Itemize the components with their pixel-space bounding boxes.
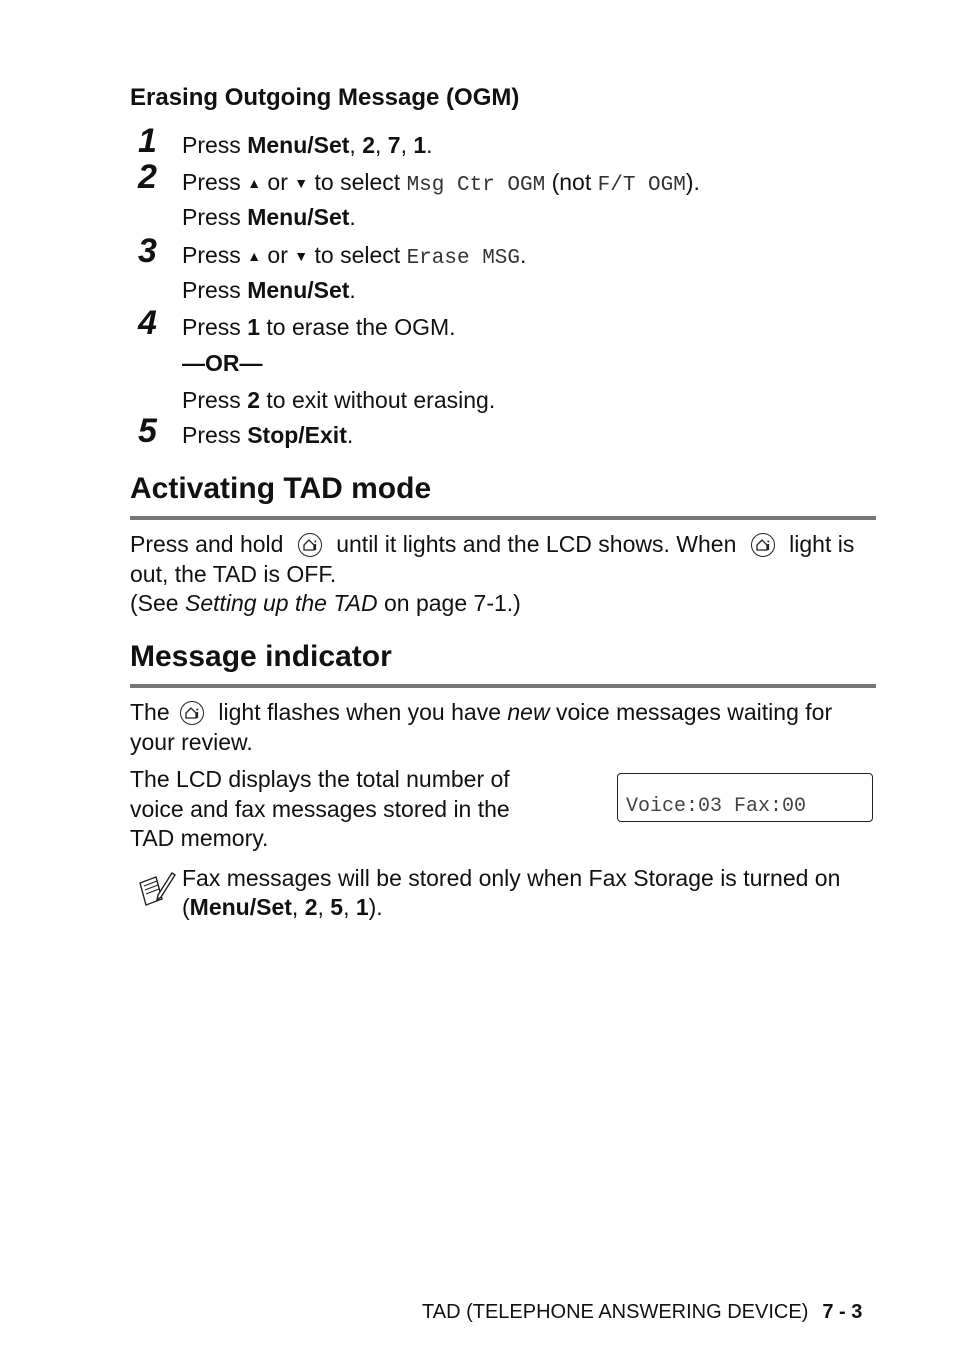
key-menu-set: Menu/Set — [247, 132, 350, 158]
step-4-alt: Press 2 to exit without erasing. — [182, 387, 496, 413]
lcd-text: Msg Ctr OGM — [406, 174, 546, 197]
lcd-display: Voice:03 Fax:00 — [617, 773, 873, 822]
step-number-3: 3 — [138, 232, 157, 270]
down-arrow-icon: ▼ — [294, 175, 309, 191]
step-5-text: Press Stop/Exit. — [182, 422, 354, 448]
section-heading: Erasing Outgoing Message (OGM) — [130, 84, 520, 111]
cross-reference: Setting up the TAD — [184, 590, 378, 616]
tad-mode-heading: Activating TAD mode — [130, 472, 876, 520]
page-footer — [422, 1301, 862, 1324]
message-indicator-paragraph: The light flashes when you have new voice messages waiting for your review. — [130, 699, 833, 755]
tad-mode-paragraph: Press and hold until it lights and the LCD shows. When light is out, the TAD is OFF. (See Setting up the TAD on page 7-1.) — [130, 531, 855, 616]
tad-button-icon — [180, 701, 204, 725]
step-4-text: Press 1 to erase the OGM. — [182, 314, 456, 340]
step-3-text: Press ▲ or ▼ to select Erase MSG. — [182, 242, 527, 270]
step-number-1: 1 — [138, 122, 157, 160]
lcd-text: Erase MSG — [406, 247, 520, 270]
step-2-text: Press ▲ or ▼ to select Msg Ctr OGM (not F/T OGM). — [182, 169, 700, 197]
or-separator: —OR— — [182, 350, 263, 376]
step-1-text: Press Menu/Set, 2, 7, 1. — [182, 132, 433, 158]
message-indicator-heading: Message indicator — [130, 640, 876, 688]
down-arrow-icon: ▼ — [294, 248, 309, 264]
note-text: Fax messages will be stored only when Fax Storage is turned on (Menu/Set, 2, 5, 1). — [182, 865, 841, 920]
step-3-press: Press Menu/Set. — [182, 277, 356, 303]
note-pencil-icon — [136, 869, 176, 919]
step-number-4: 4 — [138, 304, 157, 342]
lcd-text: F/T OGM — [597, 174, 686, 197]
footer-chapter: TAD (TELEPHONE ANSWERING DEVICE) — [422, 1301, 809, 1323]
step-number-5: 5 — [138, 412, 157, 450]
step-number-2: 2 — [138, 158, 157, 196]
lcd-explanation: The LCD displays the total number of voice and fax messages stored in the TAD memory. — [130, 766, 510, 851]
step-2-press: Press Menu/Set. — [182, 204, 356, 230]
tad-button-icon — [751, 533, 775, 557]
up-arrow-icon: ▲ — [247, 175, 262, 191]
tad-button-icon — [298, 533, 322, 557]
up-arrow-icon: ▲ — [247, 248, 262, 264]
page-number: 7 - 3 — [822, 1301, 863, 1323]
